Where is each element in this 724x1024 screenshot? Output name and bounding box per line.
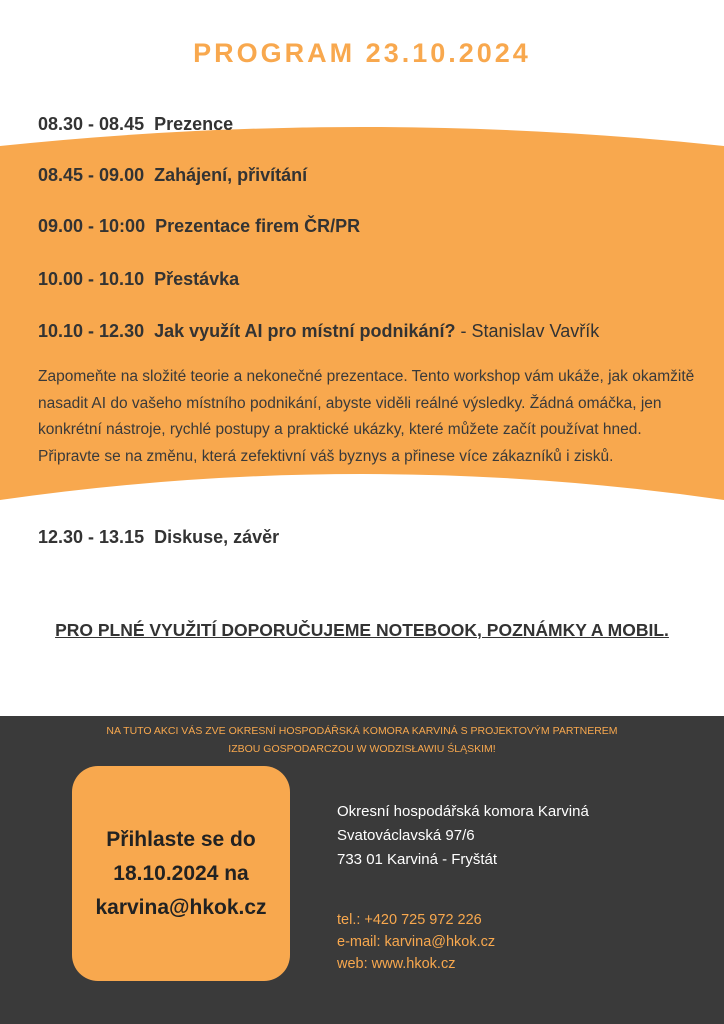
page-title: PROGRAM 23.10.2024 — [193, 38, 531, 68]
schedule-title: Diskuse, závěr — [154, 527, 280, 547]
registration-line: Přihlaste se do — [106, 827, 256, 851]
workshop-description — [38, 364, 698, 470]
schedule-title: Zahájení, přivítání — [154, 165, 308, 185]
schedule-time: 08.30 - 08.45 — [38, 114, 145, 134]
schedule-item — [38, 114, 233, 135]
schedule-time: 10.00 - 10.10 — [38, 269, 145, 289]
contact-links — [337, 909, 495, 975]
contact-address — [337, 800, 589, 872]
contact-org: Okresní hospodářská komora Karviná — [337, 803, 589, 820]
schedule-time: 09.00 - 10:00 — [38, 216, 146, 236]
contact-city: 733 01 Karviná - Fryštát — [337, 851, 498, 868]
recommendation-notice: PRO PLNÉ VYUŽITÍ DOPORUČUJEME NOTEBOOK, POZNÁMKY A MOBIL. — [55, 620, 669, 640]
schedule-time: 08.45 - 09.00 — [38, 165, 145, 185]
schedule-time: 10.10 - 12.30 — [38, 321, 145, 341]
contact-web[interactable]: web: www.hkok.cz — [337, 956, 456, 972]
invitation-line: NA TUTO AKCI VÁS ZVE OKRESNÍ HOSPODÁŘSKÁ KOMORA KARVINÁ S PROJEKTOVÝM PARTNEREM — [106, 725, 618, 737]
schedule-item — [38, 527, 279, 548]
schedule-item — [38, 321, 599, 342]
contact-email[interactable]: e-mail: karvina@hkok.cz — [337, 934, 496, 950]
schedule-title: Prezentace firem ČR/PR — [155, 216, 361, 236]
schedule-title: Prezence — [154, 114, 234, 134]
registration-text — [95, 823, 266, 925]
schedule-item — [38, 165, 307, 186]
description-paragraph: Zapomeňte na složité teorie a nekonečné prezentace. Tento workshop vám ukáže, jak okamžitě nasadit AI do vašeho místního podnikání, abyste viděli reálné výsledky. Žádná omáčka, jen konkrétní nástroje, rychlé postupy a praktické ukázky, které můžete začít používat hned. — [38, 368, 695, 438]
contact-phone[interactable]: tel.: +420 725 972 226 — [337, 912, 482, 928]
invitation-text — [40, 722, 684, 758]
contact-street: Svatováclavská 97/6 — [337, 827, 475, 844]
schedule-item — [38, 216, 360, 237]
registration-line: 18.10.2024 na — [113, 861, 249, 885]
description-paragraph: Připravte se na změnu, která zefektivní váš byznys a přinese více zákazníků i zisků. — [38, 447, 614, 465]
invitation-line: IZBOU GOSPODARCZOU W WODZISŁAWIU ŚLĄSKIM! — [228, 743, 496, 755]
registration-email[interactable]: karvina@hkok.cz — [95, 895, 267, 919]
schedule-title: Jak využít AI pro místní podnikání? — [154, 321, 456, 341]
schedule-speaker: - Stanislav Vavřík — [455, 321, 600, 341]
schedule-time: 12.30 - 13.15 — [38, 527, 145, 547]
schedule-item — [38, 269, 239, 290]
registration-box — [72, 766, 290, 981]
schedule-title: Přestávka — [154, 269, 240, 289]
